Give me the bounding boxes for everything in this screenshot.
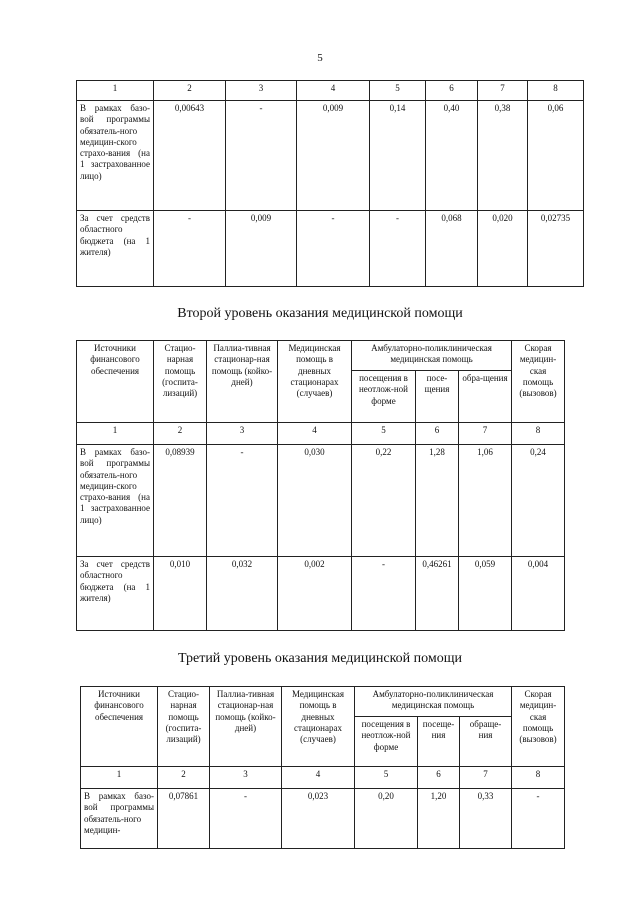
col-index: 8 (528, 81, 584, 101)
cell-value: 1,20 (418, 789, 460, 849)
cell-value: 0,24 (512, 445, 565, 557)
table-row (77, 557, 565, 631)
cell-value: 1,06 (459, 445, 512, 557)
cell-value: 0,009 (226, 211, 297, 287)
cell-value: 0,22 (352, 445, 416, 557)
header-amb-visits: посеще-ния (418, 717, 460, 767)
col-index: 4 (297, 81, 370, 101)
header-palliative: Паллиа-тивная стационар-ная помощь (койко-дней) (210, 687, 282, 767)
cell-value: 0,00643 (154, 101, 226, 211)
col-index: 5 (355, 767, 418, 789)
col-index: 2 (154, 81, 226, 101)
table-row (77, 101, 584, 211)
header-row (77, 341, 565, 371)
col-index: 5 (370, 81, 426, 101)
cell-value: 0,06 (528, 101, 584, 211)
col-index: 6 (416, 423, 459, 445)
header-ambulatory: Амбулаторно-поликлиническая медицинская помощь (355, 687, 512, 717)
header-day-hospital: Медицинская помощь в дневных стационарах (случаев) (278, 341, 352, 423)
col-index: 7 (478, 81, 528, 101)
table-third-level (80, 686, 565, 849)
cell-value: 0,004 (512, 557, 565, 631)
table-second-level (76, 340, 565, 631)
column-index-row (77, 81, 584, 101)
cell-value: 0,46261 (416, 557, 459, 631)
table-row (77, 211, 584, 287)
col-index: 3 (226, 81, 297, 101)
cell-value: 0,002 (278, 557, 352, 631)
header-source: Источники финансового обеспечения (77, 341, 154, 423)
col-index: 6 (426, 81, 478, 101)
col-index: 3 (210, 767, 282, 789)
cell-value: - (226, 101, 297, 211)
header-amb-urgent: посещения в неотлож-ной форме (355, 717, 418, 767)
cell-value: 0,009 (297, 101, 370, 211)
header-amb-urgent: посещения в неотлож-ной форме (352, 371, 416, 423)
cell-value: 0,020 (478, 211, 528, 287)
col-index: 1 (77, 81, 154, 101)
header-inpatient: Стацио-нарная помощь (госпита-лизаций) (154, 341, 207, 423)
header-emergency: Скорая медицин-ская помощь (вызовов) (512, 687, 565, 767)
section-title-third-level: Третий уровень оказания медицинской помощи (177, 651, 463, 666)
column-index-row (77, 423, 565, 445)
row-label: В рамках базо-вой программы обязатель-ного медицин-ского страхо-вания (на 1 застрахованное лицо) (77, 445, 154, 557)
col-index: 2 (154, 423, 207, 445)
header-emergency: Скорая медицин-ская помощь (вызовов) (512, 341, 565, 423)
col-index: 8 (512, 423, 565, 445)
cell-value: 0,14 (370, 101, 426, 211)
cell-value: - (370, 211, 426, 287)
cell-value: - (352, 557, 416, 631)
cell-value: 0,07861 (158, 789, 210, 849)
header-amb-visits: посе-щения (416, 371, 459, 423)
cell-value: 0,010 (154, 557, 207, 631)
header-inpatient: Стацио-нарная помощь (госпита-лизаций) (158, 687, 210, 767)
cell-value: - (210, 789, 282, 849)
row-label: В рамках базо-вой программы обязатель-ного медицин- (81, 789, 158, 849)
col-index: 4 (282, 767, 355, 789)
cell-value: 0,059 (459, 557, 512, 631)
cell-value: - (512, 789, 565, 849)
row-label: В рамках базо-вой программы обязатель-ного медицин-ского страхо-вания (на 1 застрахованное лицо) (77, 101, 154, 211)
cell-value: 0,023 (282, 789, 355, 849)
col-index: 7 (460, 767, 512, 789)
header-day-hospital: Медицинская помощь в дневных стационарах (случаев) (282, 687, 355, 767)
section-title-second-level: Второй уровень оказания медицинской помощи (177, 306, 463, 321)
col-index: 2 (158, 767, 210, 789)
cell-value: 0,08939 (154, 445, 207, 557)
table-first-level (76, 80, 584, 287)
cell-value: 0,032 (207, 557, 278, 631)
col-index: 7 (459, 423, 512, 445)
header-palliative: Паллиа-тивная стационар-ная помощь (койко-дней) (207, 341, 278, 423)
header-ambulatory: Амбулаторно-поликлиническая медицинская помощь (352, 341, 512, 371)
cell-value: - (154, 211, 226, 287)
cell-value: 0,20 (355, 789, 418, 849)
row-label: За счет средств областного бюджета (на 1 жителя) (77, 211, 154, 287)
cell-value: 0,030 (278, 445, 352, 557)
col-index: 3 (207, 423, 278, 445)
col-index: 1 (81, 767, 158, 789)
col-index: 1 (77, 423, 154, 445)
header-row (81, 687, 565, 717)
cell-value: 1,28 (416, 445, 459, 557)
table-row (77, 445, 565, 557)
cell-value: 0,40 (426, 101, 478, 211)
cell-value: 0,068 (426, 211, 478, 287)
header-amb-appeals: обра-щения (459, 371, 512, 423)
row-label: За счет средств областного бюджета (на 1 жителя) (77, 557, 154, 631)
table-row (81, 789, 565, 849)
header-amb-appeals: обраще-ния (460, 717, 512, 767)
col-index: 8 (512, 767, 565, 789)
cell-value: - (297, 211, 370, 287)
cell-value: - (207, 445, 278, 557)
page-number: 5 (317, 52, 323, 64)
col-index: 5 (352, 423, 416, 445)
col-index: 4 (278, 423, 352, 445)
col-index: 6 (418, 767, 460, 789)
cell-value: 0,38 (478, 101, 528, 211)
header-source: Источники финансового обеспечения (81, 687, 158, 767)
column-index-row (81, 767, 565, 789)
cell-value: 0,02735 (528, 211, 584, 287)
cell-value: 0,33 (460, 789, 512, 849)
